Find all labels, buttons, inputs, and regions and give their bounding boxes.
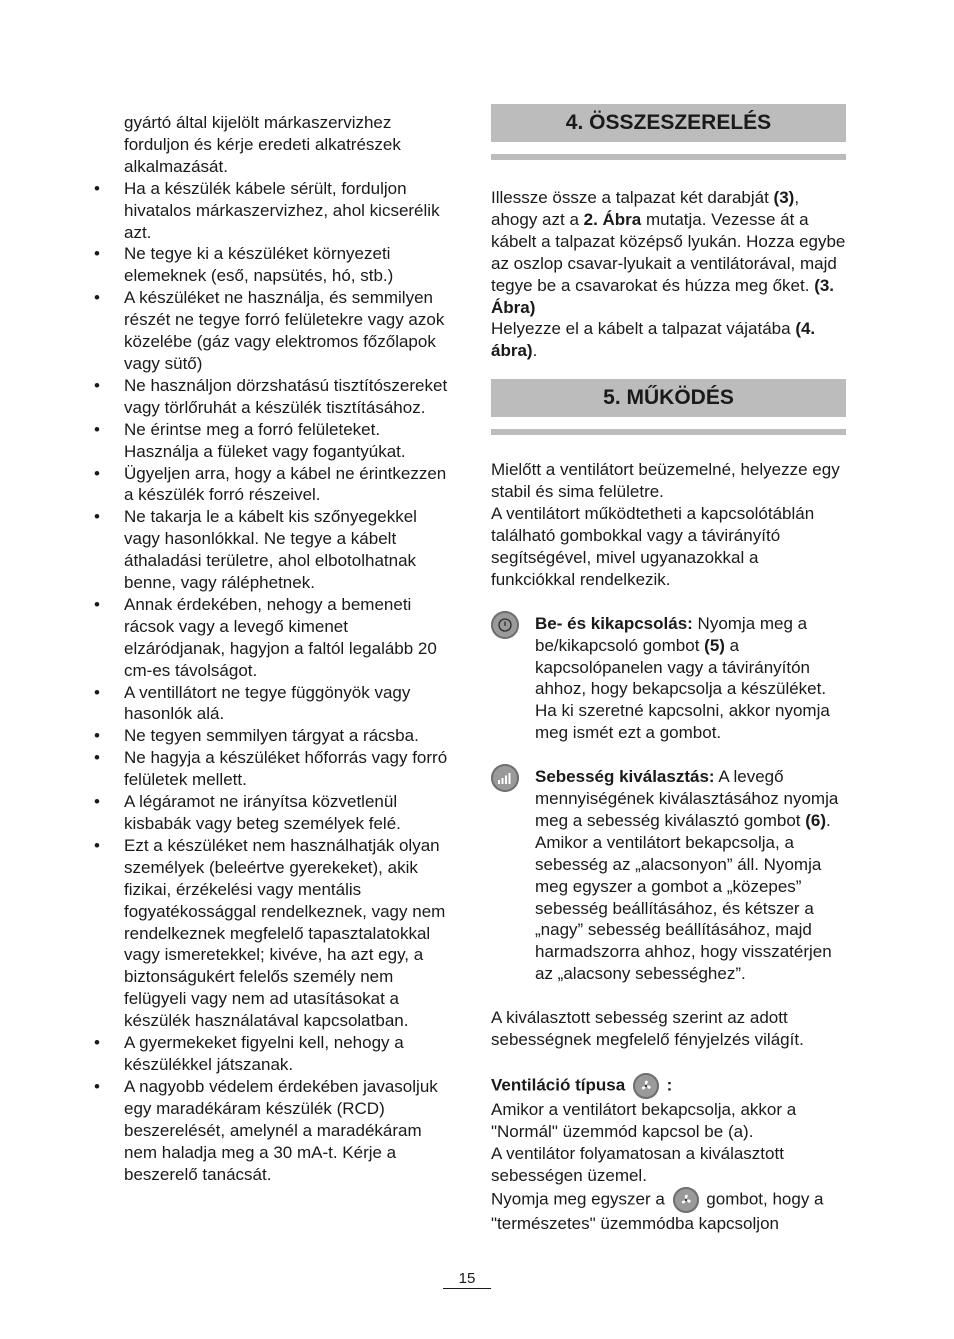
right-column (491, 104, 846, 1235)
fan-mode-icon (633, 1073, 659, 1099)
bullet-item: • Ezt a készüléket nem használhatják olyan személyek (beleértve gyerekeket), akik fizikai, érzékelési vagy mentális fogyatékossággal rendelkeznek, vagy nem rendelkeznek megfelelő tapasztalatokkal vagy ismeretekkel; kivéve, ha azt egy, a biztonságukért felelős személy nem felügyeli vagy nem ad utasításokat a készülék használatával kapcsolatban. (92, 835, 452, 1032)
operation-intro-1: Mielőtt a ventilátort beüzemelné, helyezze egy stabil és sima felületre. (491, 460, 840, 502)
bullet-item: • Ne hagyja a készüléket hőforrás vagy forró felületek mellett. (92, 747, 452, 791)
bullet-item: • A készüléket ne használja, és semmilyen részét ne tegye forró felületekre vagy azok közelébe (gáz vagy elektromos főzőlapok vagy sütő) (92, 287, 452, 375)
onoff-text: Be- és kikapcsolás: Nyomja meg a be/kikapcsoló gombot (5) a kapcsolópanelen vagy a távirányítón ahhoz, hogy bekapcsolja a készüléket. Ha ki szeretné kapcsolni, akkor nyomja meg ismét ezt a gombot. (535, 613, 830, 743)
section-heading-operation: 5. MŰKÖDÉS (491, 379, 846, 419)
speed-block (491, 766, 846, 985)
vent-line-2: A ventilátor folyamatosan a kiválasztott sebességen üzemel. (491, 1143, 784, 1185)
bullet-item: • Ne tegyen semmilyen tárgyat a rácsba. (92, 725, 452, 747)
vent-line-1: Amikor a ventilátort bekapcsolja, akkor a "Normál" üzemmód kapcsol be (a). (491, 1100, 797, 1141)
bullet-item: • Annak érdekében, nehogy a bemeneti rácsok vagy a levegő kimenet elzáródjanak, hagyjon a faltól legalább 20 cm-es távolságot. (92, 594, 452, 682)
bullet-item: • A légáramot ne irányítsa közvetlenül kisbabák vagy beteg személyek felé. (92, 791, 452, 835)
power-icon (491, 611, 519, 639)
vent-type-title: Ventiláció típusa : (491, 1073, 846, 1099)
bullet-item: • Ne érintse meg a forró felületeket. Használja a füleket vagy fogantyúkat. (92, 419, 452, 463)
bullet-item: • Ha a készülék kábele sérült, forduljon hivatalos márkaszervizhez, ahol kicserélik azt. (92, 178, 452, 244)
section-divider (491, 429, 846, 435)
speed-note: A kiválasztott sebesség szerint az adott sebességnek megfelelő fényjelzés világít. (491, 1008, 804, 1050)
bullet-item: • A ventillátort ne tegye függönyök vagy hasonlók alá. (92, 682, 452, 726)
assembly-text: Illessze össze a talpazat két darabját (3), ahogy azt a 2. Ábra mutatja. Vezesse át a kábelt a talpazat középső lyukán. Hozza egybe az oszlop csavar-lyukait a ventilátorával, majd tegye be a csavarokat és húzza meg őket. (3. Ábra) Helyezze el a kábelt a talpazat vájatába (4. ábra). (491, 188, 846, 361)
speed-text: Sebesség kiválasztás: A levegő mennyiségének kiválasztásához nyomja meg a sebesség kiválasztó gombot (6). Amikor a ventilátort bekapcsolja, a sebesség az „alacsonyon” áll. Nyomja meg egyszer a gombot a „közepes” sebesség beállításához, és kétszer a „nagy” sebesség beállításához, majd harmadszorra ahhoz, hogy visszatérjen az „alacsony sebességhez”. (535, 767, 839, 984)
bullet-item: • Ügyeljen arra, hogy a kábel ne érintkezzen a készülék forró részeivel. (92, 463, 452, 507)
fan-mode-icon (673, 1187, 699, 1213)
bullet-item: • A gyermekeket figyelni kell, nehogy a készülékkel játszanak. (92, 1032, 452, 1076)
bullet-item: • Ne takarja le a kábelt kis szőnyegekkel vagy hasonlókkal. Ne tegye a kábelt áthaladási területre, ahol elbotolhatnak benne, vagy ráléphetnek. (92, 506, 452, 594)
continuation-text: gyártó által kijelölt márkaszervizhez forduljon és kérje eredeti alkatrészek alkalmazását. (124, 113, 401, 176)
speed-bars-icon (491, 764, 519, 792)
bullet-item: • A nagyobb védelem érdekében javasoljuk egy maradékáram készülék (RCD) beszerelését, amelynél a maradékáram nem haladja meg a 30 mA-t. Kérje a beszerelő tanácsát. (92, 1076, 452, 1186)
onoff-block (491, 613, 846, 744)
operation-intro-2: A ventilátort működtetheti a kapcsolótáblán található gombokkal vagy a távirányító segítségével, mivel ugyanazokkal a funkciókkal rendelkezik. (491, 504, 815, 589)
section-divider (491, 154, 846, 160)
page-number: 15 (443, 1270, 491, 1289)
bullet-item: • Ne tegye ki a készüléket környezeti elemeknek (eső, napsütés, hó, stb.) (92, 243, 452, 287)
vent-line-3: Nyomja meg egyszer a gombot, hogy a "természetes" üzemmódba kapcsoljon (491, 1187, 846, 1235)
left-column (92, 112, 452, 1185)
section-heading-assembly: 4. ÖSSZESZERELÉS (491, 104, 846, 144)
safety-bullet-list (92, 178, 452, 1186)
bullet-item: • Ne használjon dörzshatású tisztítószereket vagy törlőruhát a készülék tisztításához. (92, 375, 452, 419)
